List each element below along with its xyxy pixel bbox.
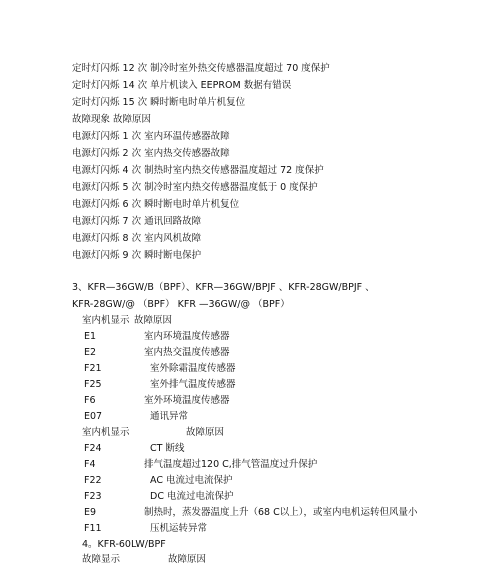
table-row [84, 410, 189, 423]
fault-code: E07 [84, 411, 103, 422]
fault-code: E2 [84, 347, 97, 358]
text-line: 电源灯闪烁 9 次 瞬时断电保护 [72, 250, 202, 261]
text-line: 电源灯闪烁 7 次 通讯回路故障 [72, 216, 202, 227]
fault-code: F23 [84, 491, 102, 502]
text-line: 电源灯闪烁 4 次 制热时室内热交传感器温度超过 72 度保护 [72, 165, 324, 176]
text-line: 定时灯闪烁 15 次 瞬时断电时单片机复位 [72, 97, 246, 108]
fault-desc: 压机运转异常 [150, 523, 208, 534]
fault-code: F24 [84, 443, 102, 454]
fault-desc: 通讯异常 [150, 411, 189, 422]
fault-code: F6 [84, 395, 96, 406]
fault-desc: 室外除霜温度传感器 [150, 363, 236, 374]
header-code: 室内机显示 [82, 427, 130, 438]
table-row [84, 458, 318, 471]
fault-desc: 排气温度超过120 C,排气管温度过升保护 [144, 459, 318, 470]
fault-code: F4 [84, 459, 96, 470]
fault-code: F22 [84, 475, 102, 486]
fault-desc: 制热时，蒸发器温度上升（68 C以上），或室内电机运转但风量小 [144, 507, 418, 518]
text-line: 电源灯闪烁 1 次 室内环温传感器故障 [72, 131, 230, 142]
section-title: 3、KFR—36GW/B（BPF）、KFR—36GW/BPJF 、KFR-28GW/BPJF 、 [72, 282, 375, 293]
fault-desc: 室内热交温度传感器 [144, 347, 230, 358]
section-title: KFR-28GW/@ （BPF） KFR —36GW/@ （BPF） [72, 299, 290, 310]
header-desc: 故障原因 [186, 427, 225, 438]
table-row [84, 330, 230, 343]
text-line: 电源灯闪烁 8 次 室内风机故障 [72, 233, 202, 244]
text-line: 电源灯闪烁 2 次 室内热交传感器故障 [72, 148, 230, 159]
table-row [84, 442, 185, 455]
fault-desc: AC 电流过电流保护 [150, 475, 233, 486]
header-code: 室内机显示 [82, 315, 130, 326]
table-row [84, 506, 418, 519]
fault-code: E1 [84, 331, 97, 342]
table-row [84, 346, 230, 359]
table-header [82, 426, 225, 439]
text-line: 定时灯闪烁 12 次 制冷时室外热交传感器温度超过 70 度保护 [72, 63, 330, 74]
table-row [84, 522, 208, 535]
fault-desc: 室外环境温度传感器 [144, 395, 230, 406]
fault-code: F25 [84, 379, 102, 390]
table-row [84, 378, 236, 391]
table-row [84, 490, 234, 503]
fault-code: F21 [84, 363, 102, 374]
fault-code: F11 [84, 523, 102, 534]
table-row [84, 362, 236, 375]
fault-desc: CT 断线 [150, 443, 185, 454]
text-line: 故障现象 故障原因 [72, 114, 152, 125]
fault-code: E9 [84, 507, 97, 518]
table-row [84, 394, 230, 407]
fault-desc: DC 电流过电流保护 [150, 491, 234, 502]
header-desc: 故障原因 [168, 554, 207, 565]
table-header [82, 553, 207, 566]
header-desc: 故障原因 [134, 315, 173, 326]
section-title: 4。KFR-60LW/BPF [82, 539, 166, 550]
text-line: 电源灯闪烁 5 次 制冷时室内热交传感器温度低于 0 度保护 [72, 182, 318, 193]
table-row [84, 474, 233, 487]
fault-desc: 室内环境温度传感器 [144, 331, 230, 342]
text-line: 定时灯闪烁 14 次 单片机读入 EEPROM 数据有错误 [72, 80, 292, 91]
header-code: 故障显示 [82, 554, 121, 565]
fault-desc: 室外排气温度传感器 [150, 379, 236, 390]
text-line: 电源灯闪烁 6 次 瞬时断电时单片机复位 [72, 199, 240, 210]
table-header [82, 314, 173, 327]
